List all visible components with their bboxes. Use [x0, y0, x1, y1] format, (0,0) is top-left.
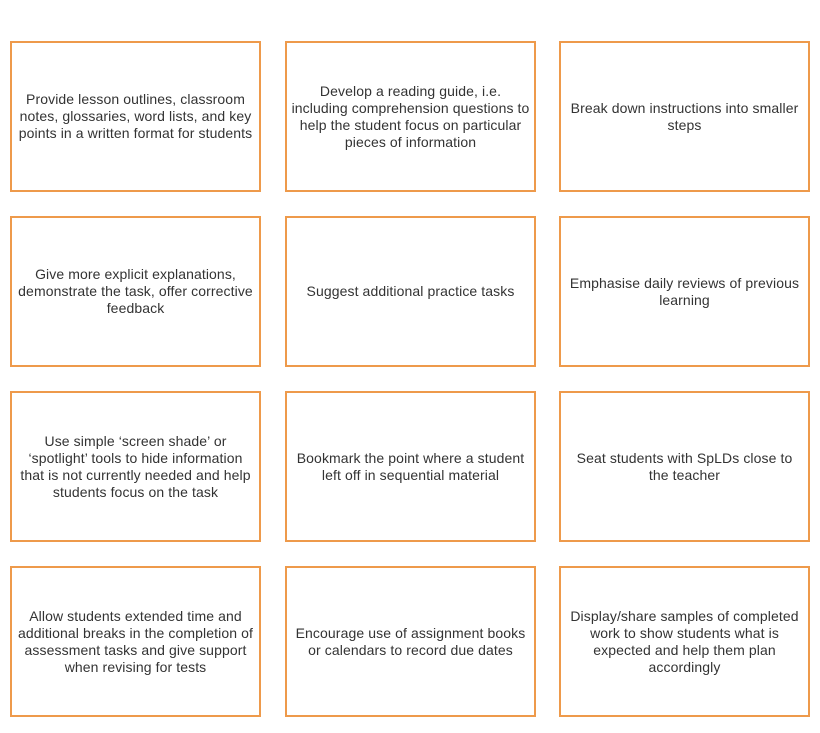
- card-bookmark: [285, 391, 536, 542]
- card-reading-guide: [285, 41, 536, 192]
- card-text: Allow students extended time and additional breaks in the completion of assessment tasks and give support when revising for tests: [18, 607, 253, 675]
- card-text: Use simple ‘screen shade’ or ‘spotlight’ tools to hide information that is not currently needed and help students focus on the task: [20, 432, 251, 500]
- card-extended-time: [10, 566, 261, 717]
- card-text: Suggest additional practice tasks: [306, 283, 515, 299]
- card-share-samples: [559, 566, 810, 717]
- card-explicit-explanations: [10, 216, 261, 367]
- card-text: Break down instructions into smaller steps: [570, 99, 799, 133]
- card-text: Encourage use of assignment books or calendars to record due dates: [295, 624, 526, 658]
- card-daily-reviews: [559, 216, 810, 367]
- card-break-down-instructions: [559, 41, 810, 192]
- card-text: Provide lesson outlines, classroom notes, glossaries, word lists, and key points in a written format for students: [18, 91, 253, 141]
- card-text: Emphasise daily reviews of previous learning: [569, 274, 800, 308]
- card-text: Give more explicit explanations, demonstrate the task, offer corrective feedback: [18, 266, 253, 316]
- card-practice-tasks: [285, 216, 536, 367]
- card-lesson-outlines: [10, 41, 261, 192]
- card-text: Display/share samples of completed work to show students what is expected and help them plan accordingly: [570, 607, 799, 675]
- card-assignment-books: [285, 566, 536, 717]
- card-screen-shade: [10, 391, 261, 542]
- card-text: Bookmark the point where a student left off in sequential material: [296, 449, 525, 483]
- card-seating: [559, 391, 810, 542]
- card-text: Develop a reading guide, i.e. including comprehension questions to help the student focus on particular pieces of information: [291, 82, 530, 150]
- card-text: Seat students with SpLDs close to the teacher: [576, 449, 793, 483]
